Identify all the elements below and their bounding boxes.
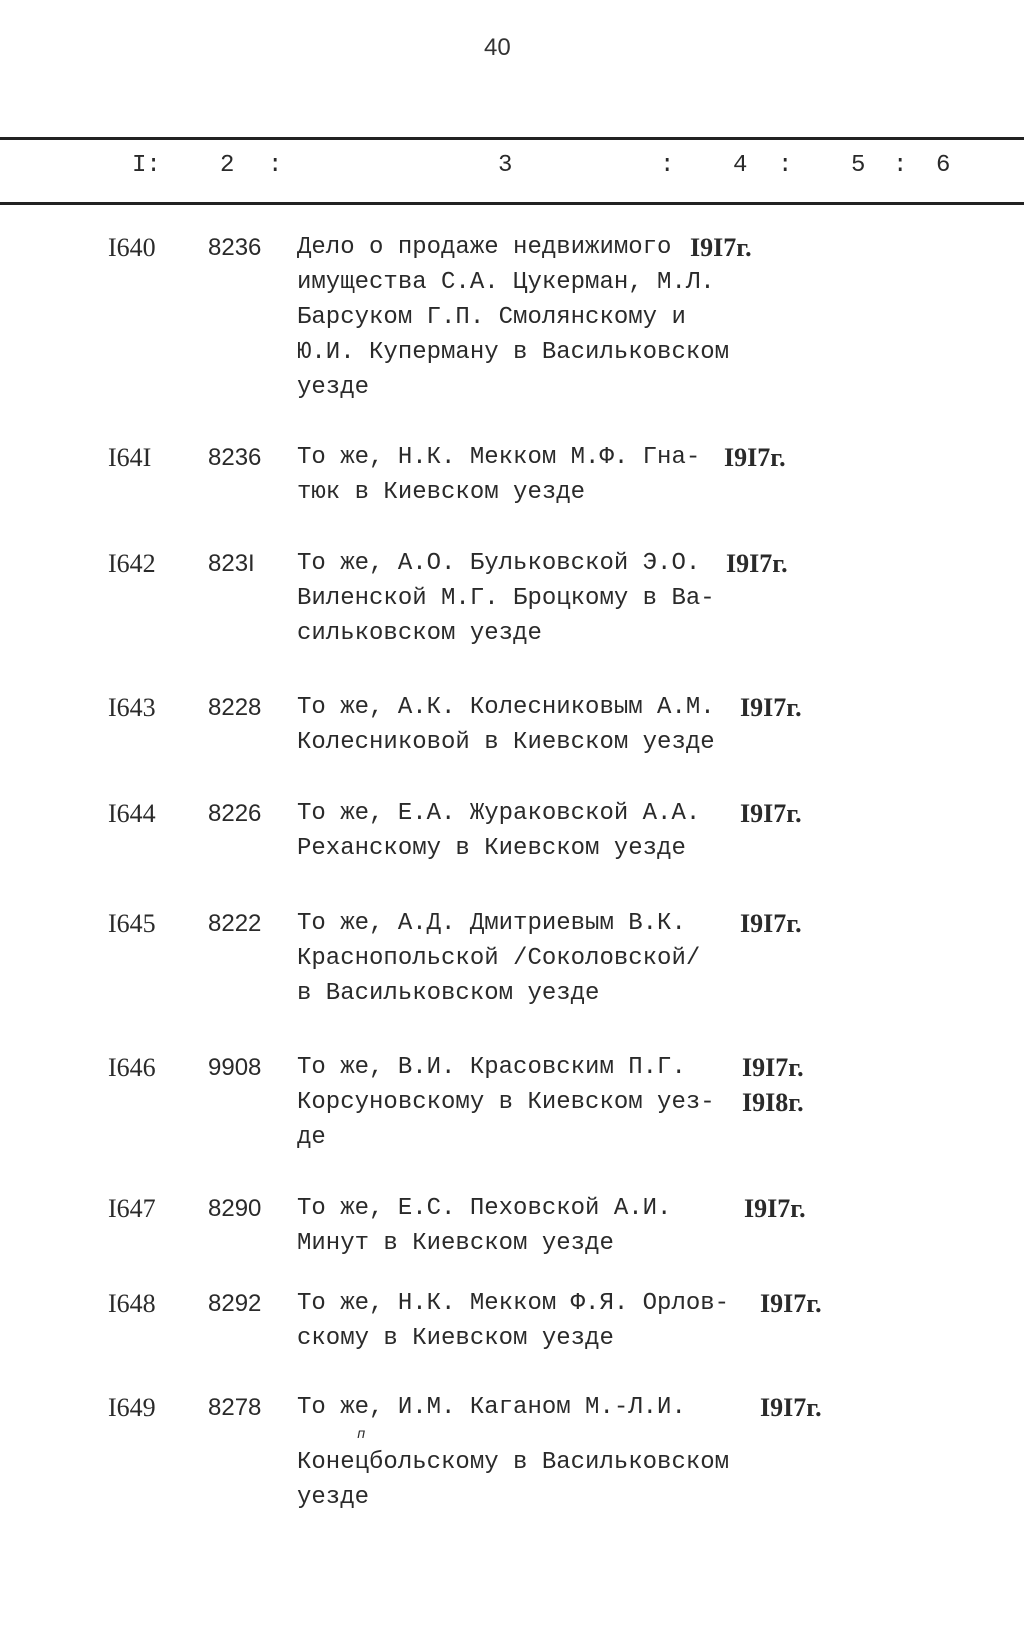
header-top-rule bbox=[0, 137, 1024, 140]
description-line: То же, Е.С. Пеховской А.И. bbox=[297, 1195, 672, 1222]
description bbox=[297, 1286, 729, 1356]
description bbox=[297, 1191, 671, 1261]
file-number: 8236 bbox=[208, 444, 262, 471]
header-sep: : bbox=[893, 152, 908, 179]
item-number: I64I bbox=[108, 443, 152, 472]
description-line: уезде bbox=[297, 374, 370, 401]
description-line: де bbox=[297, 1124, 326, 1151]
year: I9I7г. bbox=[740, 909, 802, 938]
year: I9I7г. bbox=[726, 549, 788, 578]
item-number: I645 bbox=[108, 909, 156, 938]
description-line: То же, Н.К. Мекком М.Ф. Гна- bbox=[297, 444, 701, 471]
file-number: 823I bbox=[208, 550, 255, 577]
dates bbox=[760, 1390, 822, 1425]
description-line: То же, И.М. Каганом М.-Л.И. bbox=[297, 1394, 686, 1421]
description-line: Колесниковой в Киевском уезде bbox=[297, 729, 715, 756]
file-number: 8236 bbox=[208, 234, 262, 261]
year: I9I7г. bbox=[740, 799, 802, 828]
description-line: скому в Киевском уезде bbox=[297, 1325, 614, 1352]
item-number: I643 bbox=[108, 693, 156, 722]
description bbox=[297, 796, 700, 866]
file-number: 8228 bbox=[208, 694, 262, 721]
description-line: То же, Е.А. Жураковской А.А. bbox=[297, 800, 701, 827]
description-line: То же, А.Д. Дмитриевым В.К. bbox=[297, 910, 686, 937]
description bbox=[297, 1050, 715, 1155]
description-line: Краснопольской /Соколовской/ bbox=[297, 945, 701, 972]
year: I9I7г. bbox=[690, 233, 752, 262]
file-number: 8290 bbox=[208, 1195, 262, 1222]
file-number: 8278 bbox=[208, 1394, 262, 1421]
description-line: тюк в Киевском уезде bbox=[297, 479, 586, 506]
description-line: Минут в Киевском уезде bbox=[297, 1230, 614, 1257]
page-number: 40 bbox=[484, 34, 511, 61]
header-col-4: 4 bbox=[733, 152, 748, 179]
description-line: сильковском уезде bbox=[297, 620, 542, 647]
item-number: I648 bbox=[108, 1289, 156, 1318]
description-line: Конецбольскому в Васильковском bbox=[297, 1449, 730, 1476]
description-line: То же, В.И. Красовским П.Г. bbox=[297, 1054, 686, 1081]
description-line: в Васильковском уезде bbox=[297, 980, 600, 1007]
dates bbox=[690, 230, 752, 265]
dates bbox=[744, 1191, 806, 1226]
description-line: Барсуком Г.П. Смолянскому и bbox=[297, 304, 686, 331]
item-number: I642 bbox=[108, 549, 156, 578]
year: I9I7г. bbox=[742, 1053, 804, 1082]
year: I9I7г. bbox=[760, 1393, 822, 1422]
header-sep: : bbox=[778, 152, 793, 179]
dates bbox=[742, 1050, 804, 1120]
description bbox=[297, 546, 715, 651]
description bbox=[297, 230, 729, 405]
description bbox=[297, 1390, 729, 1515]
description-line: Ю.И. Куперману в Васильковском bbox=[297, 339, 730, 366]
year: I9I8г. bbox=[742, 1088, 804, 1117]
year: I9I7г. bbox=[740, 693, 802, 722]
description-line: То же, А.О. Бульковской Э.О. bbox=[297, 550, 701, 577]
item-number: I647 bbox=[108, 1194, 156, 1223]
description-line: То же, А.К. Колесниковым А.М. bbox=[297, 694, 715, 721]
description-line: Виленской М.Г. Броцкому в Ва- bbox=[297, 585, 715, 612]
header-col-5: 5 bbox=[851, 152, 866, 179]
description bbox=[297, 906, 700, 1011]
dates bbox=[740, 796, 802, 831]
item-number: I640 bbox=[108, 233, 156, 262]
file-number: 9908 bbox=[208, 1054, 262, 1081]
dates bbox=[726, 546, 788, 581]
year: I9I7г. bbox=[744, 1194, 806, 1223]
file-number: 8292 bbox=[208, 1290, 262, 1317]
description-line: уезде bbox=[297, 1484, 370, 1511]
description bbox=[297, 690, 715, 760]
file-number: 8222 bbox=[208, 910, 262, 937]
item-number: I644 bbox=[108, 799, 156, 828]
description-line: имущества С.А. Цукерман, М.Л. bbox=[297, 269, 715, 296]
description-line: Реханскому в Киевском уезде bbox=[297, 835, 686, 862]
description-line: Дело о продаже недвижимого bbox=[297, 234, 672, 261]
header-col-6: 6 bbox=[936, 152, 951, 179]
dates bbox=[724, 440, 786, 475]
item-number: I646 bbox=[108, 1053, 156, 1082]
description-line: Корсуновскому в Киевском уез- bbox=[297, 1089, 715, 1116]
year: I9I7г. bbox=[724, 443, 786, 472]
header-sep: : bbox=[268, 152, 283, 179]
header-col-3: 3 bbox=[498, 152, 513, 179]
dates bbox=[740, 906, 802, 941]
handwritten-correction: п bbox=[357, 1427, 366, 1443]
header-col-1: I: bbox=[132, 152, 161, 179]
dates bbox=[740, 690, 802, 725]
dates bbox=[760, 1286, 822, 1321]
header-bottom-rule bbox=[0, 202, 1024, 205]
description bbox=[297, 440, 700, 510]
description-line: То же, Н.К. Мекком Ф.Я. Орлов- bbox=[297, 1290, 730, 1317]
year: I9I7г. bbox=[760, 1289, 822, 1318]
header-sep: : bbox=[660, 152, 675, 179]
file-number: 8226 bbox=[208, 800, 262, 827]
item-number: I649 bbox=[108, 1393, 156, 1422]
header-col-2: 2 bbox=[220, 152, 235, 179]
